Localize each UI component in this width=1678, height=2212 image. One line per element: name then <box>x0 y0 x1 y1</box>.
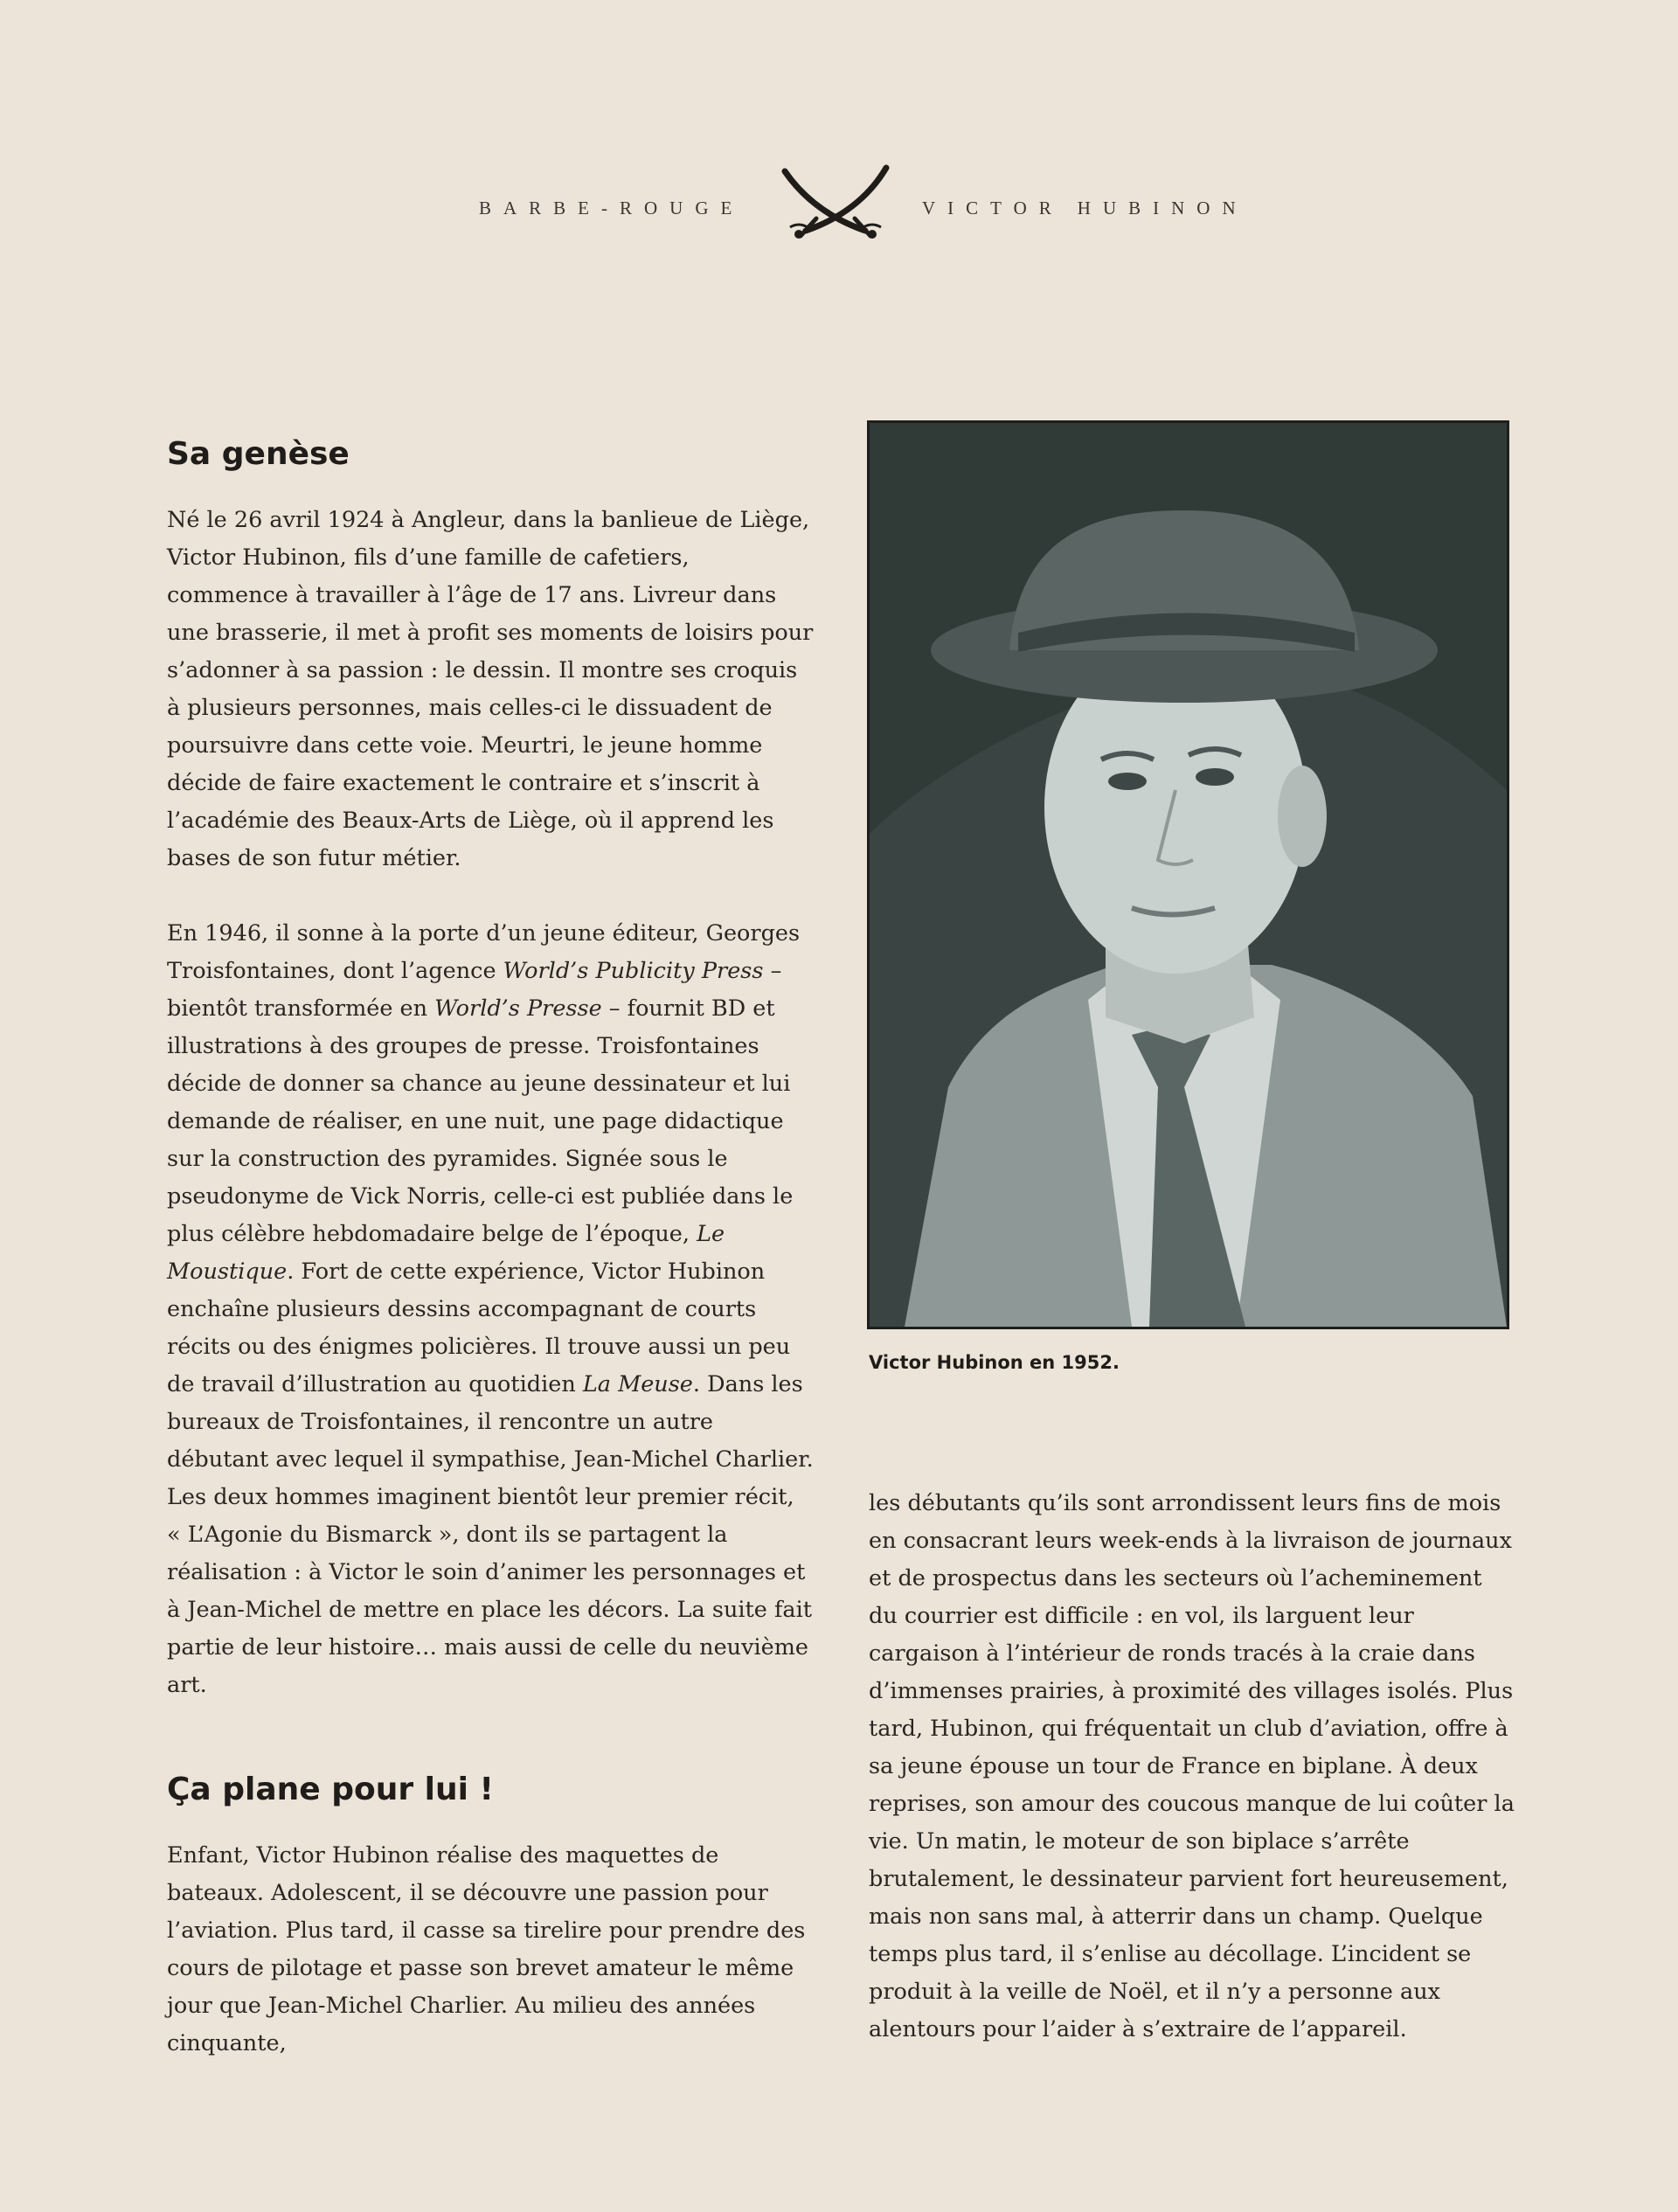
agency-new-name: World’s Presse <box>434 995 602 1022</box>
text-run: En 1946, il sonne à la porte d’un jeune éditeur, Georges Troisfontaines, dont l’agence <box>167 920 801 984</box>
paragraph-birth: Né le 26 avril 1924 à Angleur, dans la banlieue de Liège, Victor Hubinon, fils d’une famille de cafetiers, commence à travailler à l’âge de 17 ans. Livreur dans une brasserie, il met à profit ses moments de loisirs pour s’adonner à sa passion : le dessin. Il montre ses croquis à plusieurs personnes, mais celles-ci le dissuadent de poursuivre dans cette voie. Meurtri, le jeune homme décide de faire exactement le contraire et s’inscrit à l’académie des Beaux-Arts de Liège, où il apprend les bases de son futur métier. <box>167 507 814 871</box>
series-title: BARBE-ROUGE <box>479 198 745 218</box>
crossed-sabres-icon <box>778 164 893 241</box>
text-run: . Fort de cette expérience, Victor Hubinon enchaîne plusieurs dessins accompagnant de courts récits ou des énigmes policières. Il trouve aussi un peu de travail d’illustration au quotidien <box>167 1259 791 1397</box>
author-name <box>922 198 1289 219</box>
section-heading-aviation: Ça plane pour lui ! <box>167 1772 494 1807</box>
text-run: – bientôt transformée en <box>167 958 782 1022</box>
portrait-illustration <box>870 423 1507 1327</box>
page-header <box>0 163 1678 250</box>
agency-name: World’s Publicity Press <box>503 958 764 984</box>
right-column <box>869 1485 1515 2049</box>
portrait-photo <box>867 420 1509 1329</box>
magazine-title: Le Moustique <box>167 1221 725 1285</box>
newspaper-title: La Meuse <box>582 1371 693 1397</box>
section-heading-genese: Sa genèse <box>167 436 350 472</box>
left-column <box>167 430 814 2063</box>
photo-caption: Victor Hubinon en 1952. <box>869 1352 1120 1373</box>
text-run: . Dans les bureaux de Troisfontaines, il rencontre un autre débutant avec lequel il sympathise, Jean-Michel Charlier. Les deux hommes imaginent bientôt leur premier récit, « L’Agonie du Bismarck », dont ils se partagent la réalisation : à Victor le soin d’animer les personnages et à Jean-Michel de mettre en place les décors. La suite fait partie de leur histoire… mais aussi de celle du neuvième art. <box>167 1371 814 1698</box>
author-last-name: HUBINON <box>1077 198 1248 218</box>
paragraph-aviation-continued: les débutants qu’ils sont arrondissent leurs fins de mois en consacrant leurs week-ends à la livraison de journaux et de prospectus dans les secteurs où l’acheminement du courrier est difficile : en vol, ils larguent leur cargaison à l’intérieur de ronds tracés à la craie dans d’immenses prairies, à proximité des villages isolés. Plus tard, Hubinon, qui fréquentait un club d’aviation, offre à sa jeune épouse un tour de France en biplane. À deux reprises, son amour des coucous manque de lui coûter la vie. Un matin, le moteur de son biplace s’arrête brutalement, le dessinateur parvient fort heureusement, mais non sans mal, à atterrir dans un champ. Quelque temps plus tard, il s’enlise au décollage. L’incident se produit à la veille de Noël, et il n’y a personne aux alentours pour l’aider à s’extraire de l’appareil. <box>869 1490 1515 2042</box>
text-run: – fournit BD et illustrations à des groupes de presse. Troisfontaines décide de donner sa chance au jeune dessinateur et lui demande de réaliser, en une nuit, une page didactique sur la construction des pyramides. Signée sous le pseudonyme de Vick Norris, celle-ci est publiée dans le plus célèbre hebdomadaire belge de l’époque, <box>167 995 794 1247</box>
paragraph-aviation: Enfant, Victor Hubinon réalise des maquettes de bateaux. Adolescent, il se découvre une passion pour l’aviation. Plus tard, il casse sa tirelire pour prendre des cours de pilotage et passe son brevet amateur le même jour que Jean-Michel Charlier. Au milieu des années cinquante, <box>167 1842 806 2056</box>
author-first-name: VICTOR <box>922 198 1064 218</box>
paragraph-1946 <box>167 915 814 1704</box>
